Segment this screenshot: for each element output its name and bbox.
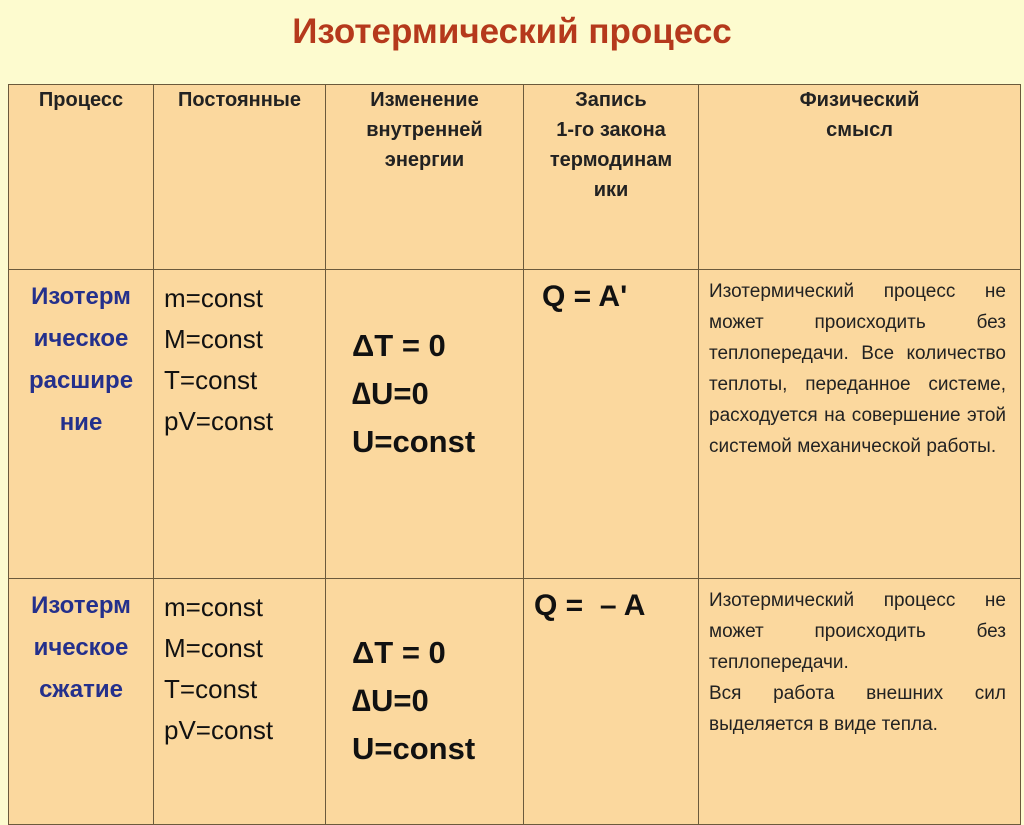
constant-item: m=const [164, 283, 263, 313]
constant-item: pV=const [164, 715, 274, 745]
constants-cell [154, 579, 326, 825]
table-row-compression [9, 579, 1021, 825]
constant-item: M=const [164, 633, 263, 663]
header-process: Процесс [9, 85, 154, 270]
process-name: Изотерм ическое расшире ние [9, 270, 154, 579]
table-header-row [9, 85, 1021, 270]
first-law-formula: Q = – A [534, 589, 646, 622]
energy-change-cell [326, 270, 524, 579]
isothermal-process-table [8, 84, 1021, 825]
physical-meaning-cell [699, 579, 1021, 825]
first-law-cell [524, 579, 699, 825]
page-title: Изотермический процесс [292, 12, 732, 51]
constant-item: T=const [164, 674, 258, 704]
header-constants: Постоянные [154, 85, 326, 270]
constant-item: T=const [164, 365, 258, 395]
constant-item: M=const [164, 324, 263, 354]
constant-item: pV=const [164, 406, 274, 436]
energy-formula: ΔT = 0 [352, 328, 446, 363]
meaning-text: Вся работа внешних сил выделяется в виде тепла. [709, 683, 1006, 735]
meaning-text: Изотермический процесс не может происходить без теплопередачи. [709, 590, 1006, 673]
constant-item: m=const [164, 592, 263, 622]
header-energy-change: Изменение внутренней энергии [326, 85, 524, 270]
energy-formula: ∆U=0 [352, 683, 429, 718]
constants-cell [154, 270, 326, 579]
first-law-formula: Q = A' [542, 280, 628, 313]
energy-change-cell [326, 579, 524, 825]
first-law-cell [524, 270, 699, 579]
meaning-text: Изотермический процесс не может происходить без теплопередачи. Все количество теплоты, переданное системе, расходуется на совершение этой системой механической работы. [709, 281, 1006, 457]
physical-meaning-cell [699, 270, 1021, 579]
header-first-law: Запись 1-го закона термодинам ики [524, 85, 699, 270]
energy-formula: U=const [352, 424, 476, 459]
energy-formula: ∆U=0 [352, 376, 429, 411]
header-physical-meaning: Физический смысл [699, 85, 1021, 270]
process-name: Изотерм ическое сжатие [9, 579, 154, 825]
energy-formula: U=const [352, 731, 476, 766]
table-row-expansion [9, 270, 1021, 579]
energy-formula: ΔT = 0 [352, 635, 446, 670]
